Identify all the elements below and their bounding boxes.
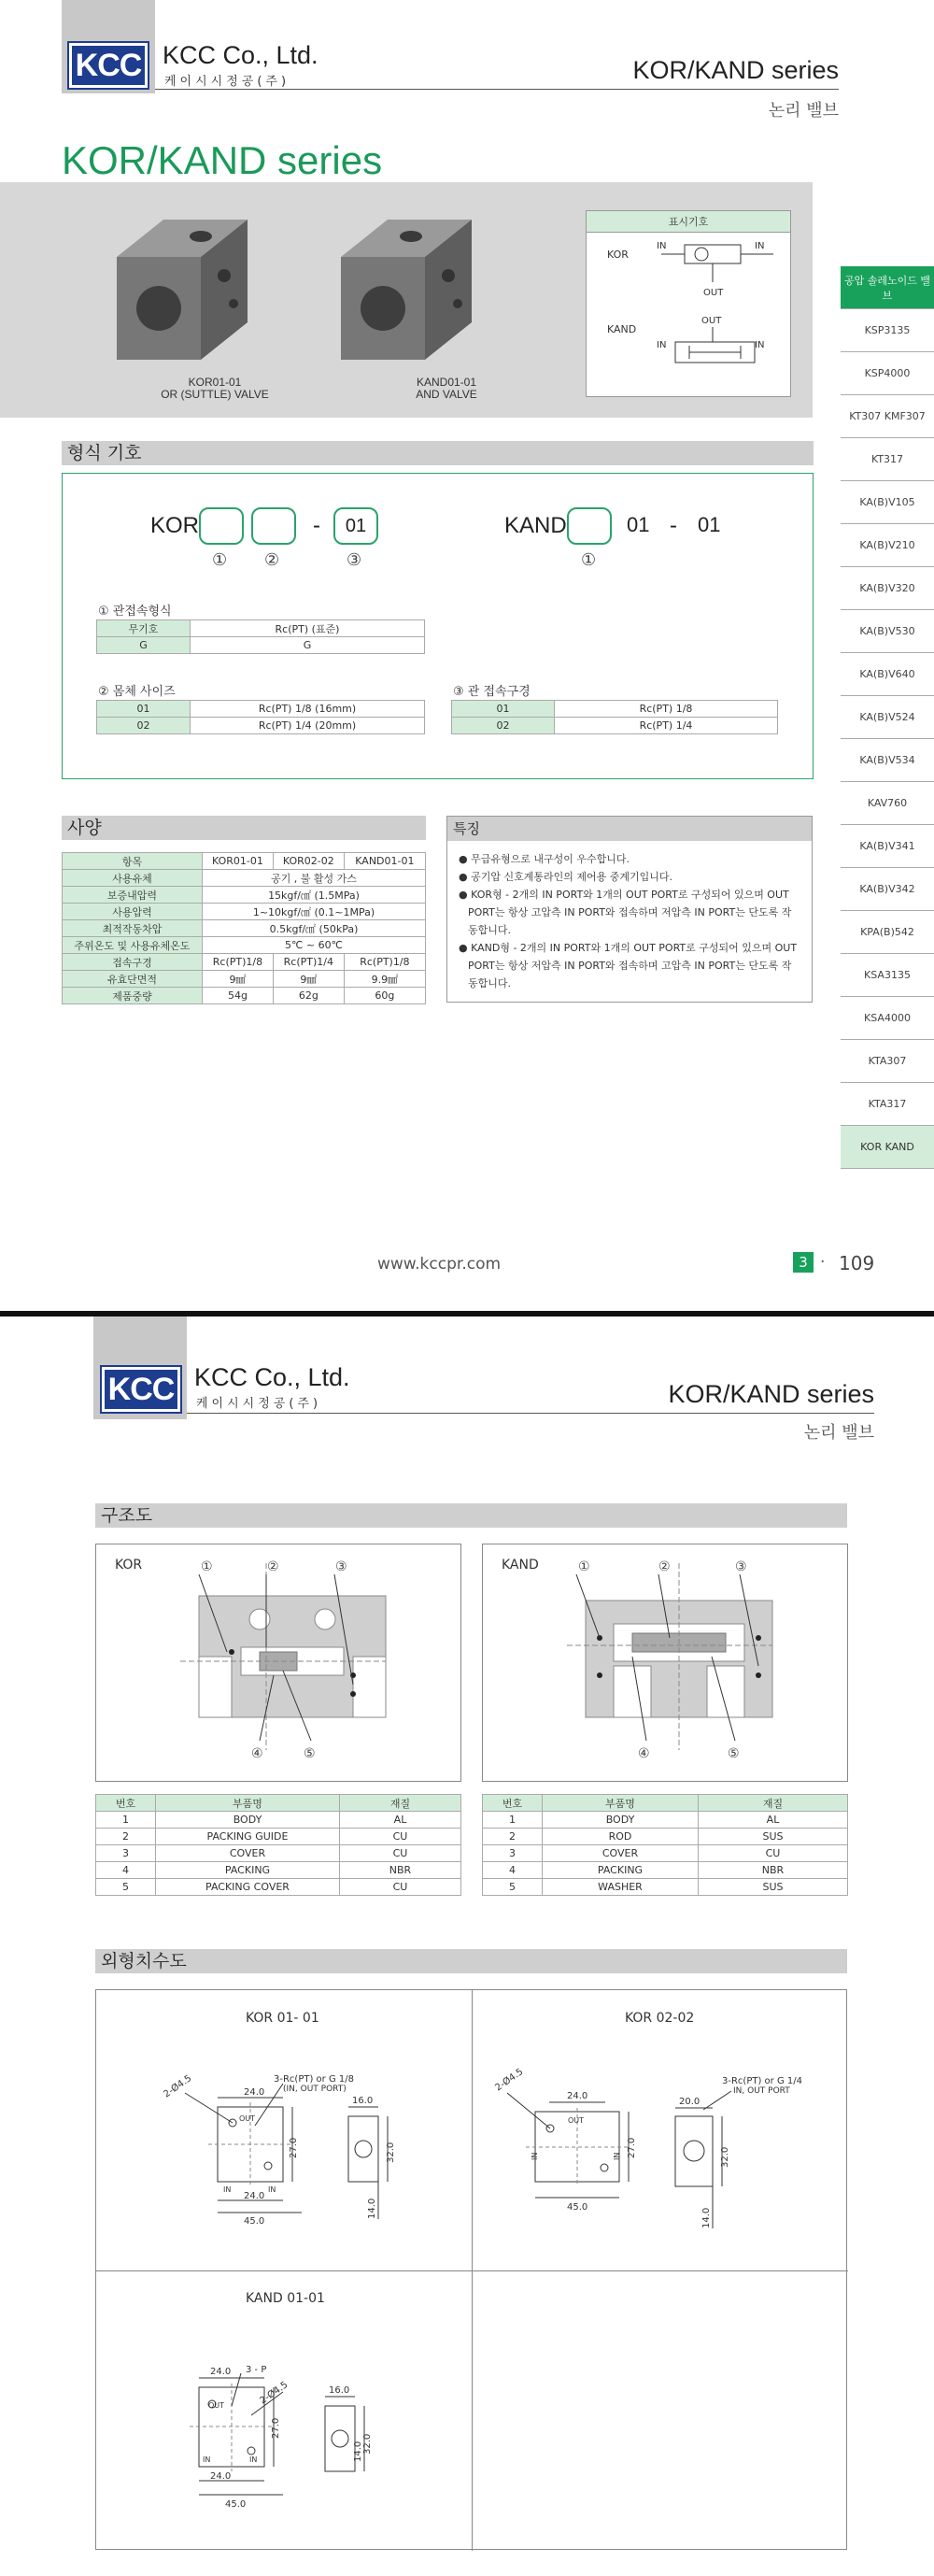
svg-text:OUT: OUT (703, 288, 724, 298)
page-2 (0, 1316, 934, 2576)
conn-cell-2: G (191, 637, 425, 654)
parts-material: AL (340, 1812, 461, 1829)
section-model-code: 형식 기호 (62, 441, 814, 465)
kor-structure-label: KOR (115, 1558, 143, 1573)
sidebar-item[interactable]: KA(B)V342 (841, 868, 934, 911)
sidebar-item[interactable]: KTA317 (841, 1083, 934, 1126)
dim-kand0101-title: KAND 01-01 (246, 2291, 325, 2306)
spec-value: Rc(PT)1/8 (344, 954, 425, 971)
spec-label: 제품중량 (63, 988, 203, 1004)
parts-no: 1 (96, 1812, 156, 1829)
body-size-title: ② 몸체 사이즈 (98, 685, 176, 699)
kand-code-box (567, 507, 612, 545)
spec-value: 5℃ ~ 60℃ (203, 937, 426, 954)
spec-value: 0.5kgf/㎠ (50kPa) (203, 920, 426, 937)
kor-circ1: ① (212, 550, 228, 570)
page-chapter-badge: 3 (793, 1252, 814, 1273)
parts-no: 4 (96, 1862, 156, 1879)
kor-structure-frame (95, 1544, 461, 1782)
kand-section-drawing (558, 1563, 782, 1769)
kand-photo-model: KAND01-01 (416, 376, 477, 389)
sidebar-item[interactable]: KSP3135 (841, 309, 934, 352)
parts-name: PACKING COVER (156, 1879, 340, 1896)
svg-text:27.0: 27.0 (627, 2137, 637, 2158)
kand-circ1: ① (581, 550, 597, 570)
parts-material: SUS (699, 1879, 848, 1896)
kor-struct-circ2: ② (267, 1559, 279, 1574)
kand-struct-circ1: ① (578, 1559, 590, 1574)
svg-text:IN: IN (223, 2185, 232, 2194)
kor-struct-circ3: ③ (335, 1559, 347, 1574)
symbol-header: 표시기호 (587, 211, 790, 233)
body-r1-c2: Rc(PT) 1/8 (16mm) (191, 701, 425, 718)
svg-text:IN: IN (203, 2455, 211, 2464)
body-r2-c2: Rc(PT) 1/4 (20mm) (191, 718, 425, 734)
feature-item: ● KOR형 - 2개의 IN PORT와 1개의 OUT PORT로 구성되어 있으며 OUT PORT는 항상 고압측 IN PORT와 접속하며 저압측 IN PORT는 단도록 작동합니다. (459, 889, 792, 936)
feature-item: ● 무급유형으로 내구성이 우수합니다. (459, 853, 630, 865)
sidebar-item[interactable]: KTA307 (841, 1040, 934, 1083)
sidebar-item[interactable]: KAV760 (841, 782, 934, 825)
parts-no: 2 (483, 1829, 543, 1845)
feature-list (447, 841, 812, 1002)
company-name: KCC Co., Ltd. (163, 41, 318, 69)
product-photo-panel (0, 182, 813, 418)
kand-structure-frame (482, 1544, 848, 1782)
header-series: KOR/KAND series (632, 56, 839, 84)
svg-text:27.0: 27.0 (289, 2137, 299, 2158)
parts-material: CU (699, 1845, 848, 1862)
company-name-kr: 케이시시정공(주) (196, 1397, 322, 1411)
spec-label: 사용유체 (63, 870, 203, 887)
conn-type-table (96, 619, 425, 654)
kor-photo-desc: OR (SUTTLE) VALVE (161, 388, 269, 402)
kor-circ2: ② (264, 550, 280, 570)
svg-text:3-Rc(PT) or G 1/8: 3-Rc(PT) or G 1/8 (274, 2074, 354, 2085)
kcc-logo: KCC (69, 43, 148, 88)
sidebar-item[interactable]: KA(B)V534 (841, 739, 934, 782)
spec-label: 유효단면적 (63, 971, 203, 988)
sidebar-item[interactable]: KA(B)V210 (841, 524, 934, 567)
svg-text:3 - P: 3 - P (246, 2365, 267, 2375)
header-series-kr: 논리 밸브 (803, 1423, 874, 1443)
header-series-kr: 논리 밸브 (768, 101, 839, 121)
port-size-title: ③ 관 접속구경 (453, 685, 531, 699)
svg-text:45.0: 45.0 (244, 2216, 265, 2227)
svg-text:16.0: 16.0 (329, 2385, 350, 2396)
port-r2-c2: Rc(PT) 1/4 (555, 718, 778, 734)
svg-text:IN: IN (613, 2152, 621, 2160)
parts-head-material: 재질 (699, 1795, 848, 1812)
conn-head-2: Rc(PT) (표준) (191, 620, 425, 637)
parts-material: CU (340, 1879, 461, 1896)
parts-material: CU (340, 1845, 461, 1862)
svg-text:IN: IN (249, 2455, 258, 2464)
kor-code-box1 (199, 507, 244, 545)
sidebar-item[interactable]: KOR KAND (841, 1126, 934, 1169)
svg-text:32.0: 32.0 (362, 2433, 373, 2455)
kor-code: KOR (150, 513, 200, 538)
spec-value: Rc(PT)1/4 (273, 954, 344, 971)
product-sidebar (841, 266, 934, 1169)
kand-struct-circ2: ② (658, 1559, 671, 1574)
svg-text:IN: IN (657, 241, 667, 251)
svg-text:OUT: OUT (701, 316, 722, 326)
svg-text:IN: IN (268, 2185, 276, 2194)
kand-structure-label: KAND (502, 1558, 539, 1573)
kand-parts-table (482, 1794, 848, 1896)
parts-name: WASHER (543, 1879, 699, 1896)
symbol-box (586, 210, 791, 397)
svg-text:24.0: 24.0 (567, 2091, 588, 2101)
svg-text:OUT: OUT (568, 2116, 585, 2125)
sidebar-item[interactable]: KA(B)V320 (841, 567, 934, 610)
kand-valve-photo (336, 210, 476, 369)
parts-no: 3 (96, 1845, 156, 1862)
sidebar-item[interactable]: KA(B)V640 (841, 653, 934, 696)
svg-text:OUT: OUT (208, 2401, 225, 2410)
kor0202-front-drawing (493, 2067, 657, 2233)
dim-grid-hline (96, 2270, 848, 2271)
kand-photo-label (372, 377, 521, 401)
body-r2-c1: 02 (97, 718, 191, 734)
feature-item: ● 공기압 신호계통라인의 제어용 중계기입니다. (459, 871, 672, 883)
conn-cell-1: G (97, 637, 191, 654)
parts-head-no: 번호 (483, 1795, 543, 1812)
parts-name: COVER (156, 1845, 340, 1862)
sidebar-item[interactable]: KA(B)V105 (841, 481, 934, 524)
svg-text:32.0: 32.0 (720, 2146, 730, 2168)
parts-material: SUS (699, 1829, 848, 1845)
kor-struct-circ1: ① (201, 1559, 213, 1574)
svg-text:3-Rc(PT) or G 1/4: 3-Rc(PT) or G 1/4 (722, 2076, 802, 2086)
conn-head-1: 무기호 (97, 620, 191, 637)
company-name: KCC Co., Ltd. (194, 1363, 350, 1391)
spec-value: 9㎟ (203, 971, 274, 988)
kor-section-drawing (171, 1563, 395, 1769)
spec-label: 최적작동차압 (63, 920, 203, 937)
svg-text:24.0: 24.0 (210, 2367, 232, 2377)
symbol-kand-label: KAND (607, 323, 637, 335)
kor0202-side-drawing (666, 2074, 834, 2242)
parts-name: BODY (543, 1812, 699, 1829)
model-code-frame (62, 473, 814, 779)
kor-valve-photo (112, 210, 252, 369)
svg-text:(IN, OUT PORT): (IN, OUT PORT) (283, 2085, 347, 2094)
conn-type-title: ① 관접속형식 (98, 605, 172, 619)
parts-no: 5 (483, 1879, 543, 1896)
spec-head-kor0202: KOR02-02 (273, 853, 344, 870)
port-r1-c2: Rc(PT) 1/8 (555, 701, 778, 718)
kor-code-suffix: 01 (333, 507, 378, 545)
kand-dash: - (670, 513, 677, 538)
sidebar-item[interactable]: KT317 (841, 438, 934, 481)
kor-struct-circ4: ④ (251, 1746, 263, 1761)
sidebar-item[interactable]: KA(B)V341 (841, 825, 934, 868)
kand-struct-circ3: ③ (735, 1559, 747, 1574)
sidebar-item[interactable]: KT307 KMF307 (841, 395, 934, 438)
kor-parts-table (95, 1794, 461, 1896)
sidebar-item[interactable]: 공압 솔레노이드 밸브 (841, 266, 934, 309)
parts-name: PACKING (543, 1862, 699, 1879)
svg-text:16.0: 16.0 (352, 2096, 374, 2106)
kand-struct-circ5: ⑤ (728, 1746, 740, 1761)
spec-value: 62g (273, 988, 344, 1004)
sidebar-item[interactable]: KSA3135 (841, 954, 934, 997)
parts-no: 3 (483, 1845, 543, 1862)
sidebar-item[interactable]: KA(B)V524 (841, 696, 934, 739)
symbol-kor-label: KOR (607, 249, 629, 261)
spec-head-item: 항목 (63, 853, 203, 870)
parts-head-name: 부품명 (156, 1795, 340, 1812)
svg-text:OUT: OUT (239, 2114, 256, 2123)
header-series: KOR/KAND series (668, 1380, 874, 1408)
parts-name: PACKING (156, 1862, 340, 1879)
svg-text:2-Ø4.5: 2-Ø4.5 (493, 2067, 526, 2094)
spec-value: 9㎟ (273, 971, 344, 988)
section-structure: 구조도 (95, 1503, 847, 1528)
svg-text:20.0: 20.0 (679, 2097, 700, 2107)
port-r2-c1: 02 (452, 718, 555, 734)
parts-no: 5 (96, 1879, 156, 1896)
port-r1-c1: 01 (452, 701, 555, 718)
svg-text:45.0: 45.0 (567, 2202, 588, 2213)
page-separator: · (820, 1253, 826, 1272)
feature-item: ● KAND형 - 2개의 IN PORT와 1개의 OUT PORT로 구성되어 있으며 OUT PORT는 항상 저압측 IN PORT와 접속하며 고압측 IN PORT는 단도록 작동합니다. (459, 942, 798, 989)
parts-name: ROD (543, 1829, 699, 1845)
svg-text:14.0: 14.0 (353, 2441, 363, 2462)
spec-head-kor0101: KOR01-01 (203, 853, 274, 870)
parts-no: 2 (96, 1829, 156, 1845)
footer-url[interactable]: www.kccpr.com (377, 1255, 502, 1274)
svg-text:45.0: 45.0 (225, 2499, 247, 2510)
svg-text:2-Ø4.5: 2-Ø4.5 (258, 2380, 290, 2407)
kcc-logo: KCC (102, 1367, 180, 1412)
parts-material: NBR (699, 1862, 848, 1879)
spec-value: 60g (344, 988, 425, 1004)
spec-label: 사용압력 (63, 904, 203, 920)
parts-material: NBR (340, 1862, 461, 1879)
section-dimensions: 외형치수도 (95, 1949, 847, 1973)
feature-box (446, 816, 813, 1003)
parts-no: 1 (483, 1812, 543, 1829)
spec-value: 15kgf/㎠ (1.5MPa) (203, 887, 426, 904)
kand-struct-circ4: ④ (638, 1746, 650, 1761)
spec-value: 공기 , 불 활성 가스 (203, 870, 426, 887)
sidebar-item[interactable]: KA(B)V530 (841, 610, 934, 653)
spec-head-kand0101: KAND01-01 (344, 853, 425, 870)
body-size-table (96, 700, 425, 734)
spec-value: Rc(PT)1/8 (203, 954, 274, 971)
svg-text:IN: IN (755, 340, 765, 350)
sidebar-item[interactable]: KPA(B)542 (841, 911, 934, 954)
spec-table (62, 852, 426, 1004)
kor-symbol-icon (657, 237, 778, 303)
svg-text:27.0: 27.0 (271, 2417, 281, 2439)
parts-material: AL (699, 1812, 848, 1829)
parts-head-name: 부품명 (543, 1795, 699, 1812)
dim-kor0101-title: KOR 01- 01 (246, 2011, 319, 2026)
dimension-grid (95, 1989, 847, 2550)
svg-text:14.0: 14.0 (701, 2207, 712, 2228)
sidebar-item[interactable]: KSP4000 (841, 352, 934, 395)
parts-no: 4 (483, 1862, 543, 1879)
kor-dash: - (313, 513, 320, 538)
kand-photo-desc: AND VALVE (416, 388, 477, 402)
header-rule (187, 1413, 874, 1414)
parts-material: CU (340, 1829, 461, 1845)
header-rule (155, 89, 839, 90)
kand-mid: 01 (627, 513, 650, 536)
kand0101-front-drawing (152, 2350, 339, 2537)
company-name-kr: 케이시시정공(주) (164, 75, 290, 89)
sidebar-item[interactable]: KSA4000 (841, 997, 934, 1040)
svg-text:14.0: 14.0 (367, 2198, 377, 2219)
kand-symbol-icon (657, 316, 778, 381)
kand0101-side-drawing (316, 2369, 418, 2527)
spec-label: 보증내압력 (63, 887, 203, 904)
page-title: KOR/KAND series (62, 138, 383, 182)
kor0101-side-drawing (339, 2079, 451, 2238)
parts-head-material: 재질 (340, 1795, 461, 1812)
spec-value: 1~10kgf/㎠ (0.1~1MPa) (203, 904, 426, 920)
page-number: 109 (839, 1252, 875, 1274)
parts-name: PACKING GUIDE (156, 1829, 340, 1845)
spec-value: 54g (203, 988, 274, 1004)
spec-label: 주위온도 및 사용유체온도 (63, 937, 203, 954)
kand-suffix: 01 (698, 513, 721, 536)
section-feature: 특징 (447, 817, 812, 841)
svg-text:24.0: 24.0 (244, 2087, 265, 2098)
kor-code-box2 (251, 507, 296, 545)
spec-label: 접속구경 (63, 954, 203, 971)
spec-value: 9.9㎟ (344, 971, 425, 988)
kor-photo-label (140, 377, 290, 401)
svg-text:2-Ø4.5: 2-Ø4.5 (162, 2073, 194, 2100)
kor-circ3: ③ (347, 550, 362, 570)
parts-head-no: 번호 (96, 1795, 156, 1812)
kor-photo-model: KOR01-01 (188, 376, 242, 389)
dim-kor0202-title: KOR 02-02 (625, 2011, 695, 2026)
svg-text:24.0: 24.0 (244, 2191, 265, 2201)
svg-text:IN: IN (755, 241, 765, 251)
svg-text:IN: IN (531, 2152, 539, 2160)
svg-text:32.0: 32.0 (386, 2142, 396, 2163)
svg-text:24.0: 24.0 (210, 2471, 232, 2482)
body-r1-c1: 01 (97, 701, 191, 718)
port-size-table (451, 700, 778, 734)
parts-name: COVER (543, 1845, 699, 1862)
svg-text:IN, OUT PORT: IN, OUT PORT (733, 2086, 790, 2096)
kor-struct-circ5: ⑤ (304, 1746, 316, 1761)
section-spec: 사양 (62, 816, 426, 840)
kand-code: KAND (504, 513, 567, 538)
svg-text:IN: IN (657, 340, 667, 350)
parts-name: BODY (156, 1812, 340, 1829)
